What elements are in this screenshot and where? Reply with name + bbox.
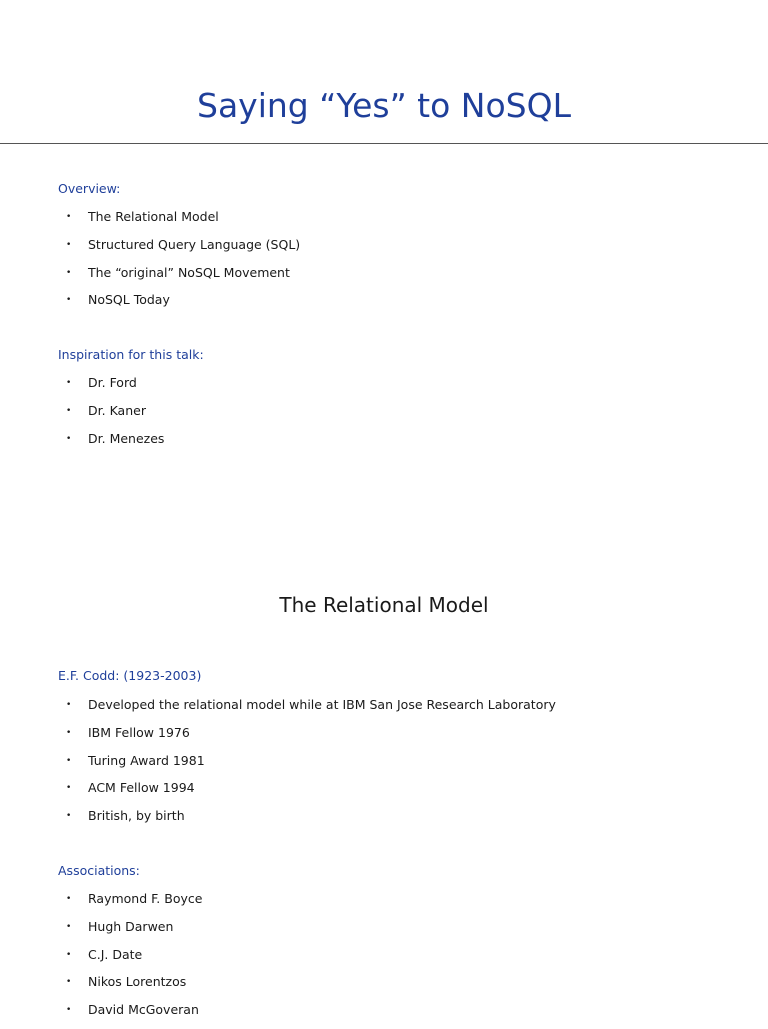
associations-heading: Associations:: [58, 863, 140, 878]
overview-item-nosql-today: NoSQL Today: [88, 292, 170, 308]
title-divider: [0, 143, 768, 144]
bullet-icon: •: [66, 1005, 72, 1016]
bullet-icon: •: [66, 239, 72, 250]
bullet-icon: •: [66, 755, 72, 766]
inspiration-heading: Inspiration for this talk:: [58, 347, 204, 362]
bullet-icon: •: [66, 212, 72, 222]
association-item-lorentzos: Nikos Lorentzos: [88, 974, 187, 990]
bullet-icon: •: [66, 295, 72, 306]
codd-item-developed: Developed the relational model while at IBM San Jose Research Laboratory: [88, 697, 556, 712]
section-title-relational-model: The Relational Model: [279, 593, 489, 617]
overview-heading: Overview:: [58, 181, 121, 196]
page-title: Saying “Yes” to NoSQL: [197, 86, 571, 125]
overview-item-relational-model: The Relational Model: [88, 209, 219, 224]
bullet-icon: •: [66, 267, 72, 278]
bullet-icon: •: [66, 783, 72, 794]
bullet-icon: •: [66, 894, 72, 904]
codd-item-acm-fellow: ACM Fellow 1994: [88, 780, 195, 796]
overview-item-sql: Structured Query Language (SQL): [88, 236, 301, 252]
codd-heading: E.F. Codd: (1923-2003): [58, 668, 202, 683]
bullet-icon: •: [66, 811, 72, 822]
codd-item-ibm-fellow: IBM Fellow 1976: [88, 724, 190, 740]
overview-item-original-nosql: The “original” NoSQL Movement: [88, 264, 290, 280]
inspiration-item-ford: Dr. Ford: [88, 375, 137, 390]
association-item-darwen: Hugh Darwen: [88, 918, 174, 934]
bullet-icon: •: [66, 433, 72, 444]
inspiration-item-kaner: Dr. Kaner: [88, 402, 146, 418]
association-item-date: C.J. Date: [88, 946, 143, 962]
bullet-icon: •: [66, 921, 72, 932]
bullet-icon: •: [66, 949, 72, 960]
codd-item-turing-award: Turing Award 1981: [88, 752, 205, 768]
inspiration-item-menezes: Dr. Menezes: [88, 430, 165, 446]
bullet-icon: •: [66, 700, 72, 710]
codd-item-british: British, by birth: [88, 808, 185, 824]
bullet-icon: •: [66, 977, 72, 988]
association-item-boyce: Raymond F. Boyce: [88, 891, 203, 906]
bullet-icon: •: [66, 727, 72, 738]
bullet-icon: •: [66, 405, 72, 416]
association-item-mcgoveran: David McGoveran: [88, 1002, 199, 1018]
bullet-icon: •: [66, 378, 72, 388]
